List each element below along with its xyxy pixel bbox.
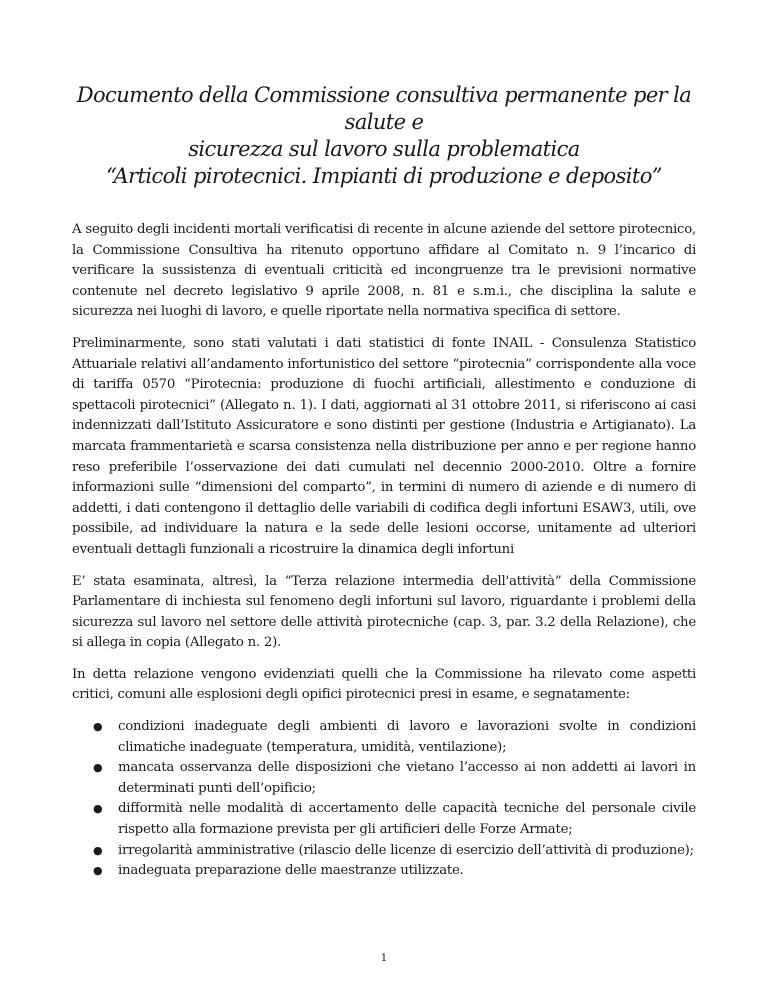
document-title	[72, 82, 696, 190]
paragraph-intro: A seguito degli incidenti mortali verificatisi di recente in alcune aziende del settore pirotecnico, la Commissione Consultiva ha ritenuto opportuno affidare al Comitato n. 9 l’incarico di verificare la sussistenza di eventuali criticità ed incongruenze tra le previsioni normative contenute nel decreto legislativo 9 aprile 2008, n. 81 e s.m.i., che disciplina la salute e sicurezza nei luoghi di lavoro, e quelle riportate nella normativa specifica di settore.	[72, 222, 696, 320]
bullet-icon: ●	[93, 843, 103, 857]
bullet-icon: ●	[93, 802, 103, 816]
title-line-2: sicurezza sul lavoro sulla problematica	[188, 137, 580, 161]
bullet-icon: ●	[93, 761, 103, 775]
page-number: 1	[380, 952, 388, 964]
bullet-icon: ●	[93, 720, 103, 734]
title-line-1: Documento della Commissione consultiva permanente per la salute e	[76, 83, 692, 134]
list-item-text: mancata osservanza delle disposizioni che vietano l’accesso ai non addetti ai lavori in determinati punti dell’opificio;	[118, 760, 696, 796]
list-item	[72, 799, 696, 840]
list-item	[72, 758, 696, 799]
title-line-3: “Articoli pirotecnici. Impianti di produzione e deposito”	[106, 164, 662, 188]
paragraph-inail-data: Preliminarmente, sono stati valutati i dati statistici di fonte INAIL - Consulenza Statistico Attuariale relativi all’andamento infortunistico del settore “pirotecnia” corrispondente alla voce di tariffa 0570 “Pirotecnia: produzione di fuochi artificiali, allestimento e conduzione di spettacoli pirotecnici” (Allegato n. 1). I dati, aggiornati al 31 ottobre 2011, si riferiscono ai casi indennizzati dall’Istituto Assicuratore e sono distinti per gestione (Industria e Artigianato). La marcata frammentarietà e scarsa consistenza nella distribuzione per anno e per regione hanno reso preferibile l’osservazione dei dati cumulati nel decennio 2000-2010. Oltre a fornire informazioni sulle “dimensioni del comparto”, in termini di numero di aziende e di numero di addetti, i dati contengono il dettaglio delle variabili di codifica degli infortuni ESAW3, utili, ove possibile, ad individuare la natura e la sede delle lesioni occorse, unitamente ad ulteriori eventuali dettagli funzionali a ricostruire la dinamica degli infortuni	[72, 335, 696, 557]
list-item-text: difformità nelle modalità di accertamento delle capacità tecniche del personale civile rispetto alla formazione prevista per gli artificieri delle Forze Armate;	[118, 801, 696, 838]
paragraph-parliamentary-report: E’ stata esaminata, altresì, la “Terza relazione intermedia dell'attività” della Commissione Parlamentare di inchiesta sul fenomeno degli infortuni sul lavoro, riguardante i problemi della sicurezza sul lavoro nel settore delle attività pirotecniche (cap. 3, par. 3.2 della Relazione), che si allega in copia (Allegato n. 2).	[72, 573, 696, 651]
critical-aspects-list	[72, 717, 696, 882]
list-item-text: irregolarità amministrative (rilascio delle licenze di esercizio dell’attività di produzione);	[118, 842, 694, 858]
bullet-icon: ●	[93, 864, 103, 878]
list-item-text: inadeguata preparazione delle maestranze utilizzate.	[118, 863, 464, 879]
list-item	[72, 717, 696, 758]
list-item-text: condizioni inadeguate degli ambienti di lavoro e lavorazioni svolte in condizioni climatiche inadeguate (temperatura, umidità, ventilazione);	[118, 719, 696, 755]
list-item	[72, 841, 696, 862]
paragraph-critical-aspects: In detta relazione vengono evidenziati quelli che la Commissione ha rilevato come aspetti critici, comuni alle esplosioni degli opifici pirotecnici presi in esame, e segnatamente:	[72, 666, 696, 703]
list-item	[72, 861, 696, 882]
